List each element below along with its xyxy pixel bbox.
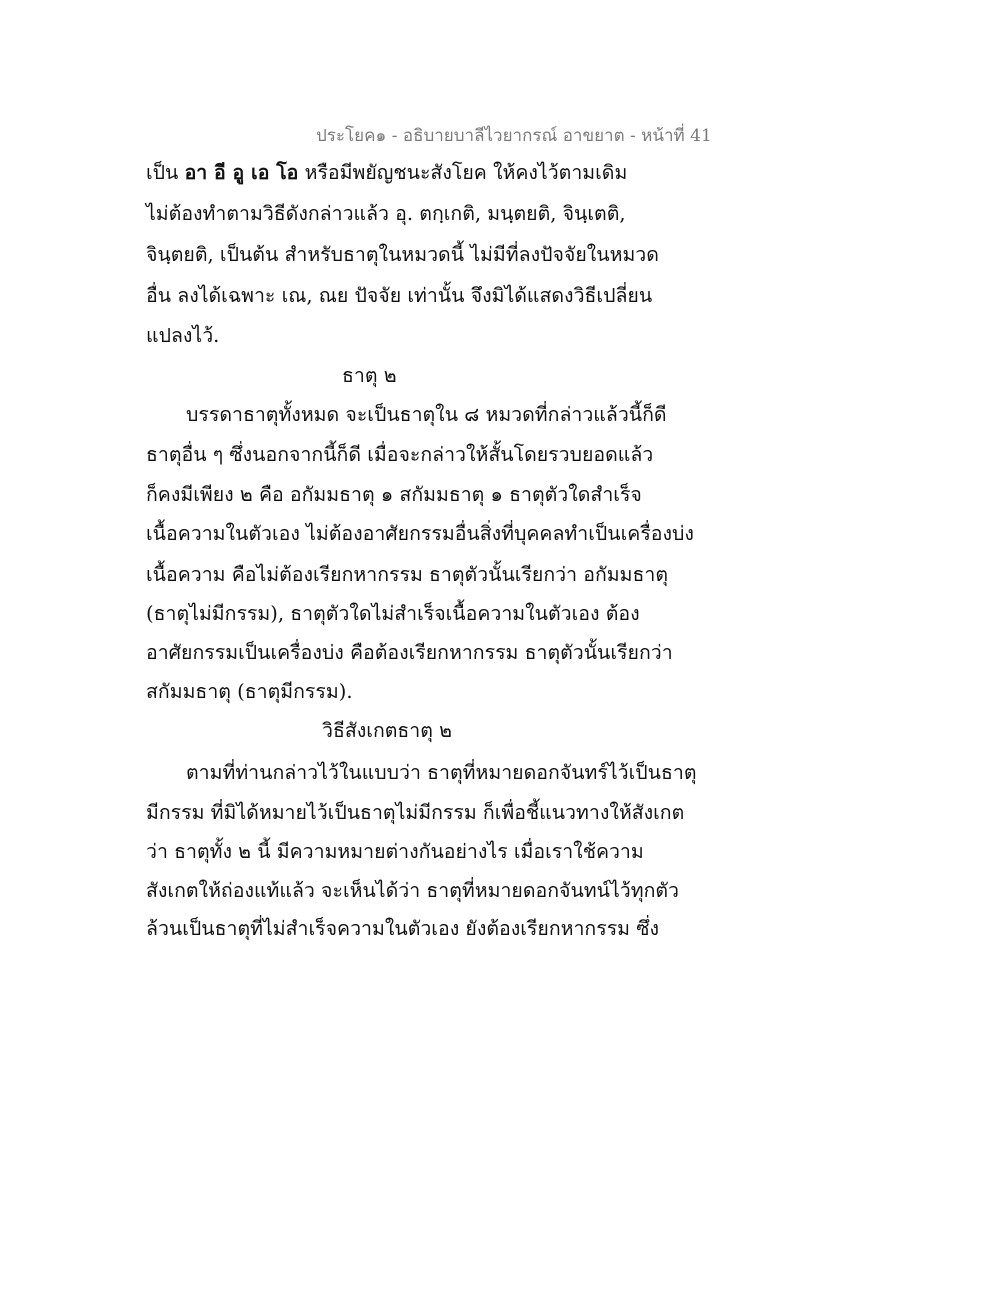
paragraph-line: ล้วนเป็นธาตุที่ไม่สำเร็จความในตัวเอง ยังต้องเรียกหากรรม ซึ่ง (146, 917, 659, 940)
paragraph-line: อื่น ลงได้เฉพาะ เณ, ณย ปัจจัย เท่านั้น จึงมิได้แสดงวิธีเปลี่ยน (146, 284, 653, 307)
paragraph-line: ตามที่ท่านกล่าวไว้ในแบบว่า ธาตุที่หมายดอกจันทร์ไว้เป็นธาตุ (186, 761, 697, 784)
running-header: ประโยค๑ - อธิบายบาลีไวยากรณ์ อาขยาต - หน้าที่ 41 (316, 126, 712, 146)
paragraph-line: สังเกตให้ถ่องแท้แล้ว จะเห็นได้ว่า ธาตุที่หมายดอกจันทน์ไว้ทุกตัว (146, 879, 679, 902)
paragraph-line: ว่า ธาตุทั้ง ๒ นี้ มีความหมายต่างกันอย่างไร เมื่อเราใช้ความ (146, 840, 644, 863)
paragraph-line: บรรดาธาตุทั้งหมด จะเป็นธาตุใน ๘ หมวดที่กล่าวแล้วนี้ก็ดี (186, 403, 667, 426)
paragraph-line: เนื้อความในตัวเอง ไม่ต้องอาศัยกรรมอื่นสิ่งที่บุคคลทำเป็นเครื่องบ่ง (146, 522, 694, 545)
paragraph-line: แปลงไว้. (146, 324, 220, 347)
paragraph-line: เนื้อความ คือไม่ต้องเรียกหากรรม ธาตุตัวนั้นเรียกว่า อกัมมธาตุ (146, 563, 668, 586)
text-span: หรือมีพยัญชนะสังโยค ให้คงไว้ตามเดิม (298, 161, 628, 184)
paragraph-line: ธาตุอื่น ๆ ซึ่งนอกจากนี้ก็ดี เมื่อจะกล่าวให้สั้นโดยรวบยอดแล้ว (146, 443, 654, 466)
paragraph-line: (ธาตุไม่มีกรรม), ธาตุตัวใดไม่สำเร็จเนื้อความในตัวเอง ต้อง (146, 602, 640, 625)
paragraph-line: มีกรรม ที่มิได้หมายไว้เป็นธาตุไม่มีกรรม ก็เพื่อชี้แนวทางให้สังเกต (146, 801, 685, 824)
paragraph-line: สกัมมธาตุ (ธาตุมีกรรม). (146, 680, 353, 703)
section-heading: วิธีสังเกตธาตุ ๒ (322, 719, 452, 742)
paragraph-line: ก็คงมีเพียง ๒ คือ อกัมมธาตุ ๑ สกัมมธาตุ ๑ ธาตุตัวใดสำเร็จ (146, 483, 642, 506)
paragraph-line: ไม่ต้องทำตามวิธีดังกล่าวแล้ว อุ. ตกฺเกติ, มนฺตยติ, จินฺเตติ, (146, 202, 626, 225)
paragraph-line (146, 158, 627, 188)
paragraph-line: จินฺตยติ, เป็นต้น สำหรับธาตุในหมวดนี้ ไม่มีที่ลงปัจจัยในหมวด (146, 243, 659, 266)
text-span: เป็น (146, 161, 185, 184)
bold-vowels: อา อี อู เอ โอ (184, 161, 299, 184)
paragraph-line: อาศัยกรรมเป็นเครื่องบ่ง คือต้องเรียกหากรรม ธาตุตัวนั้นเรียกว่า (146, 641, 673, 664)
section-heading: ธาตุ ๒ (342, 364, 397, 387)
